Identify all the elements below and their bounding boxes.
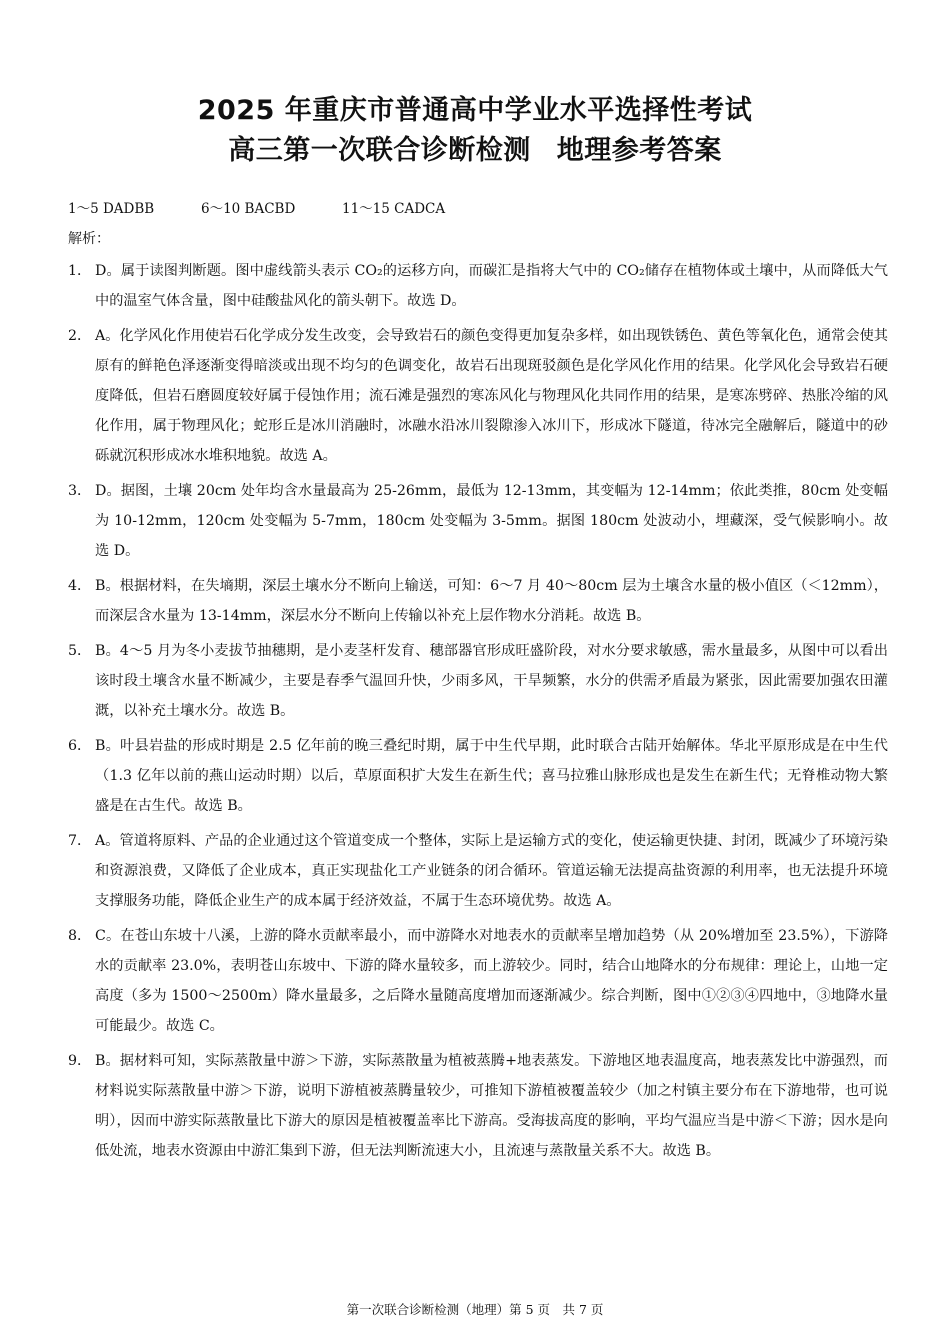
page-title-line2 (0, 128, 950, 167)
item-number: 4． (68, 578, 92, 594)
answer-group-3: 11～15 CADCA (342, 201, 446, 217)
item-number: 7． (68, 833, 92, 849)
analysis-item (68, 636, 888, 726)
analysis-item (68, 826, 888, 916)
analysis-item (68, 256, 888, 316)
analysis-label: 解析： (68, 231, 110, 247)
page-title-line2-part2: 地理参考答案 (556, 135, 722, 166)
item-text: B。据材料可知，实际蒸散量中游＞下游，实际蒸散量为植被蒸腾+地表蒸发。下游地区地表温度高，地表蒸发比中游强烈，而材料说实际蒸散量中游＞下游，说明下游植被蒸腾量较少，可推知下游植被覆盖较少（加之村镇主要分布在下游地带，也可说明），因而中游实际蒸散量比下游大的原因是植被覆盖率比下游高。受海拔高度的影响，平均气温应当是中游＜下游；因水是向低处流，地表水资源由中游汇集到下游，但无法判断流速大小，且流速与蒸散量关系不大。故选 B。 (95, 1053, 888, 1159)
answer-key-row (68, 197, 445, 217)
page-title-line1: 2025 年重庆市普通高中学业水平选择性考试 (197, 95, 753, 126)
item-text: A。化学风化作用使岩石化学成分发生改变，会导致岩石的颜色变得更加复杂多样，如出现铁锈色、黄色等氧化色，通常会使其原有的鲜艳色泽逐渐变得暗淡或出现不均匀的色调变化，故岩石出现斑驳颜色是化学风化作用的结果。化学风化会导致岩石硬度降低，但岩石磨圆度较好属于侵蚀作用；流石滩是强烈的寒冻风化与物理风化共同作用的结果，是寒冻劈碎、热胀冷缩的风化作用，属于物理风化；蛇形丘是冰川消融时，冰融水沿冰川裂隙渗入冰川下，形成冰下隧道，待冰完全融解后，隧道中的砂砾就沉积形成冰水堆积地貌。故选 A。 (95, 328, 888, 464)
item-number: 2． (68, 328, 92, 344)
item-text: B。4～5 月为冬小麦拔节抽穗期，是小麦茎杆发育、穗部器官形成旺盛阶段，对水分要求敏感，需水量最多，从图中可以看出该时段土壤含水量不断减少，主要是春季气温回升快，少雨多风，干旱频繁，水分的供需矛盾最为紧张，因此需要加强农田灌溉，以补充土壤水分。故选 B。 (95, 643, 888, 719)
item-text: B。叶县岩盐的形成时期是 2.5 亿年前的晚三叠纪时期，属于中生代早期，此时联合古陆开始解体。华北平原形成是在中生代（1.3 亿年以前的燕山运动时期）以后，草原面积扩大发生在新生代；喜马拉雅山脉形成也是发生在新生代；无脊椎动物大繁盛是在古生代。故选 B。 (95, 738, 888, 814)
item-text: D。据图，土壤 20cm 处年均含水量最高为 25-26mm，最低为 12-13mm，其变幅为 12-14mm；依此类推，80cm 处变幅为 10-12mm，120cm 处变幅为 5-7mm，180cm 处变幅为 3-5mm。据图 180cm 处波动小，埋藏深，受气候影响小。故选 D。 (95, 483, 888, 559)
item-text: A。管道将原料、产品的企业通过这个管道变成一个整体，实际上是运输方式的变化，使运输更快捷、封闭，既减少了环境污染和资源浪费，又降低了企业成本，真正实现盐化工产业链条的闭合循环。管道运输无法提高盐资源的利用率，也无法提升环境支撑服务功能，降低企业生产的成本属于经济效益，不属于生态环境优势。故选 A。 (95, 833, 888, 909)
analysis-item (68, 731, 888, 821)
item-text: B。根据材料，在失墒期，深层土壤水分不断向上输送，可知：6～7 月 40～80cm 层为土壤含水量的极小值区（＜12mm），而深层含水量为 13-14mm，深层水分不断向上传输以补充上层作物水分消耗。故选 B。 (95, 578, 888, 624)
analysis-item (68, 321, 888, 471)
analysis-item (68, 571, 888, 631)
item-number: 1． (68, 263, 92, 279)
analysis-list (68, 256, 888, 1171)
item-number: 5． (68, 643, 92, 659)
item-text: D。属于读图判断题。图中虚线箭头表示 CO₂的运移方向，而碳汇是指将大气中的 CO₂储存在植物体或土壤中，从而降低大气中的温室气体含量，图中硅酸盐风化的箭头朝下。故选 D。 (95, 263, 888, 309)
analysis-item (68, 1046, 888, 1166)
answer-group-2: 6～10 BACBD (201, 201, 296, 217)
page-title-line2-part1: 高三第一次联合诊断检测 (228, 135, 531, 166)
analysis-item (68, 476, 888, 566)
item-text: C。在苍山东坡十八溪，上游的降水贡献率最小，而中游降水对地表水的贡献率呈增加趋势（从 20%增加至 23.5%），下游降水的贡献率 23.0%，表明苍山东坡中、下游的降水量较多，而上游较少。同时，结合山地降水的分布规律：理论上，山地一定高度（多为 1500～2500m）降水量最多，之后降水量随高度增加而逐渐减少。综合判断，图中①②③④四地中，③地降水量可能最少。故选 C。 (95, 928, 888, 1034)
page-footer: 第一次联合诊断检测（地理）第 5 页 共 7 页 (346, 1302, 604, 1317)
item-number: 9． (68, 1053, 92, 1069)
analysis-item (68, 921, 888, 1041)
item-number: 6． (68, 738, 92, 754)
item-number: 8． (68, 928, 92, 944)
item-number: 3． (68, 483, 92, 499)
answer-group-1: 1～5 DADBB (68, 201, 155, 217)
